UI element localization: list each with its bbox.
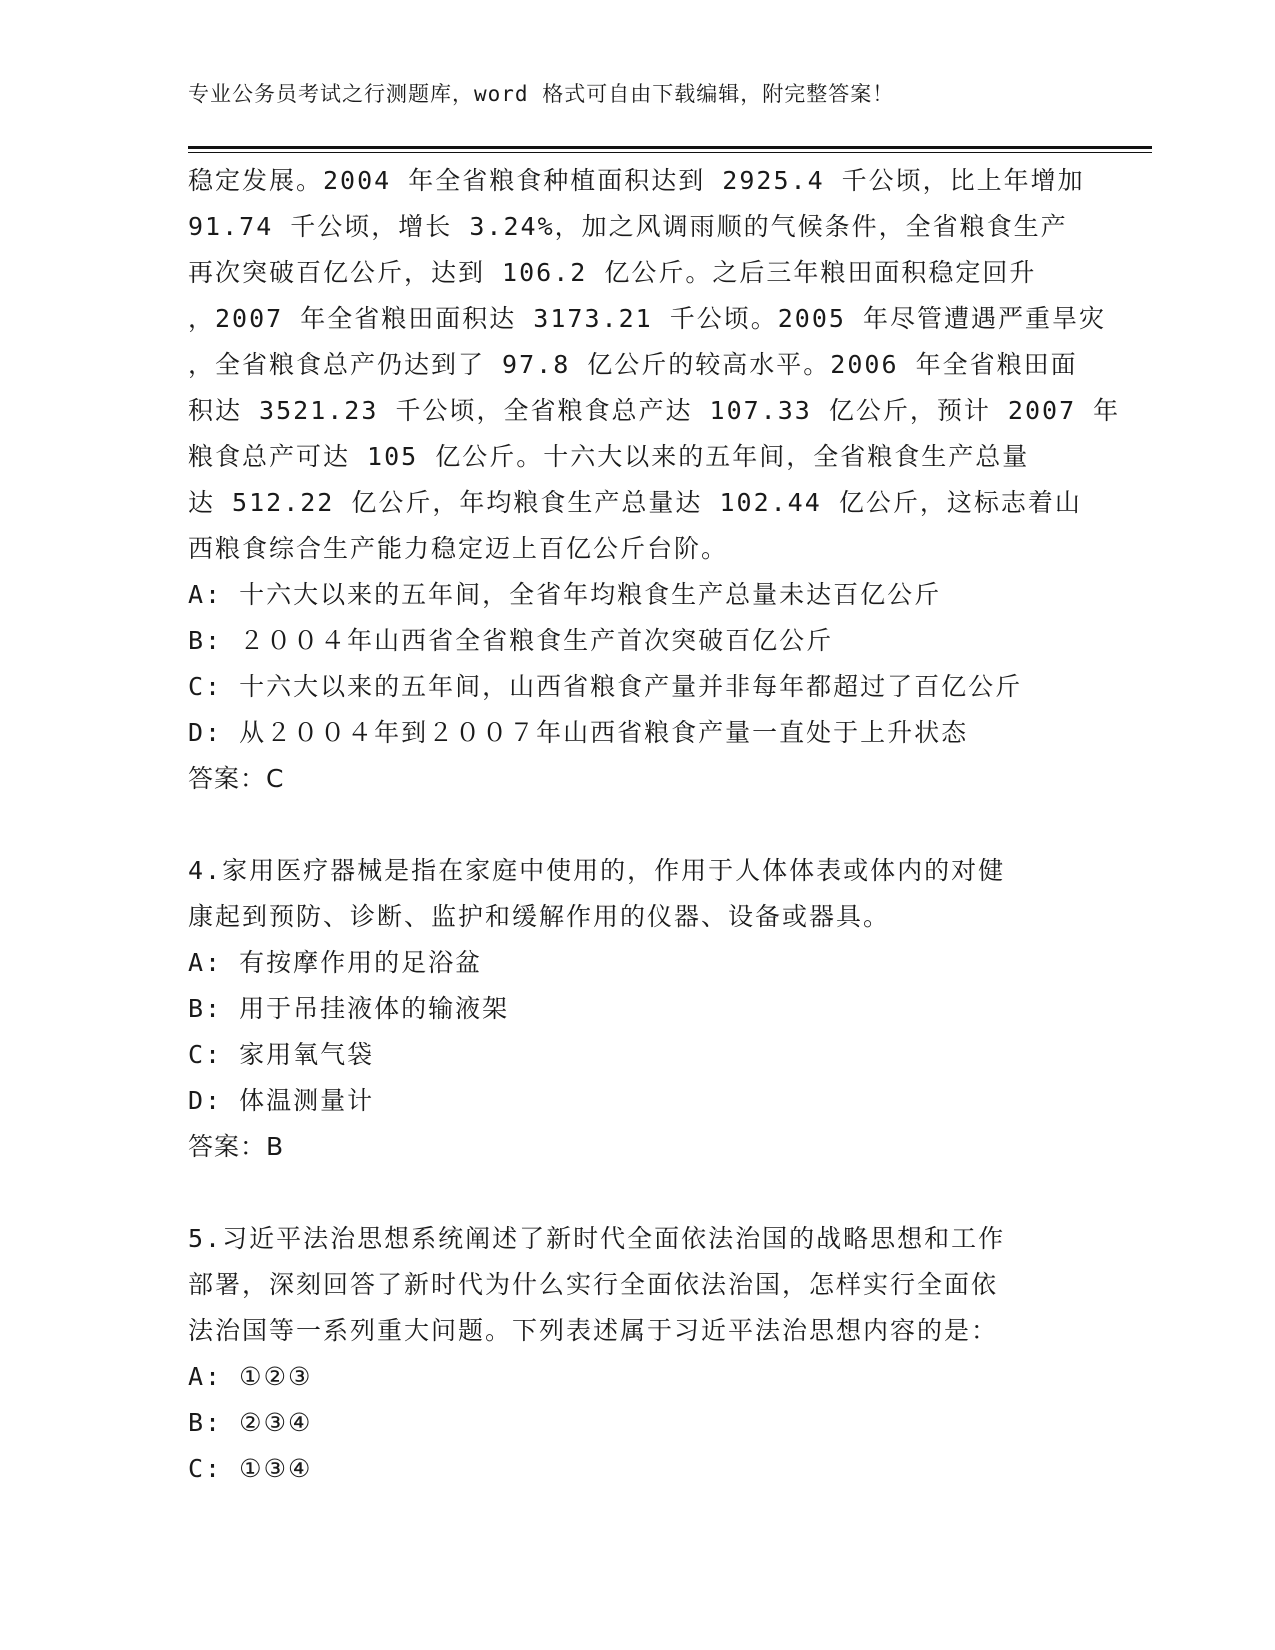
document-body	[188, 158, 1121, 1492]
passage-line: 稳定发展。2004 年全省粮食种植面积达到 2925.4 千公顷，比上年增加	[188, 166, 1085, 195]
stem-line: 4.家用医疗器械是指在家庭中使用的，作用于人体体表或体内的对健	[188, 856, 1006, 885]
option-d: D: 体温测量计	[188, 1086, 375, 1115]
question-4-stem	[188, 848, 1098, 940]
option-c: C: 家用氧气袋	[188, 1040, 375, 1069]
stem-line: 法治国等一系列重大问题。下列表述属于习近平法治思想内容的是：	[188, 1316, 999, 1345]
question-5-stem	[188, 1216, 1098, 1354]
passage-line: ，2007 年全省粮田面积达 3173.21 千公顷。2005 年尽管遭遇严重旱灾	[188, 304, 1106, 333]
option-b: B: 用于吊挂液体的输液架	[188, 994, 510, 1023]
question-3-passage	[188, 158, 1121, 572]
passage-line: 达 512.22 亿公斤，年均粮食生产总量达 102.44 亿公斤，这标志着山	[188, 488, 1082, 517]
option-d: D: 从２００４年到２００７年山西省粮食产量一直处于上升状态	[188, 718, 969, 747]
question-3-answer: 答案：C	[188, 764, 285, 793]
option-a: A: ①②③	[188, 1362, 313, 1391]
passage-line: ，全省粮食总产仍达到了 97.8 亿公斤的较高水平。2006 年全省粮田面	[188, 350, 1078, 379]
stem-line: 康起到预防、诊断、监护和缓解作用的仪器、设备或器具。	[188, 902, 891, 931]
header-rule	[188, 146, 1152, 149]
passage-line: 粮食总产可达 105 亿公斤。十六大以来的五年间，全省粮食生产总量	[188, 442, 1030, 471]
stem-line: 5.习近平法治思想系统阐述了新时代全面依法治国的战略思想和工作	[188, 1224, 1006, 1253]
question-4-answer: 答案：B	[188, 1132, 285, 1161]
passage-line: 西粮食综合生产能力稳定迈上百亿公斤台阶。	[188, 534, 729, 563]
option-b: B: ２００４年山西省全省粮食生产首次突破百亿公斤	[188, 626, 834, 655]
passage-line: 91.74 千公顷，增长 3.24%，加之风调雨顺的气候条件，全省粮食生产	[188, 212, 1068, 241]
spacer	[188, 802, 1098, 848]
question-3-options	[188, 572, 1098, 756]
spacer	[188, 1170, 1098, 1216]
header-rule-thin	[188, 152, 1152, 153]
option-c: C: ①③④	[188, 1454, 313, 1483]
option-b: B: ②③④	[188, 1408, 313, 1437]
passage-line: 积达 3521.23 千公顷，全省粮食总产达 107.33 亿公斤，预计 2007 年	[188, 396, 1121, 425]
option-c: C: 十六大以来的五年间，山西省粮食产量并非每年都超过了百亿公斤	[188, 672, 1023, 701]
option-a: A: 有按摩作用的足浴盆	[188, 948, 483, 977]
question-5-options	[188, 1354, 1098, 1492]
stem-line: 部署，深刻回答了新时代为什么实行全面依法治国，怎样实行全面依	[188, 1270, 999, 1299]
page-header: 专业公务员考试之行测题库，word 格式可自由下载编辑，附完整答案！	[188, 82, 895, 106]
option-a: A: 十六大以来的五年间，全省年均粮食生产总量未达百亿公斤	[188, 580, 942, 609]
question-4-options	[188, 940, 1098, 1124]
passage-line: 再次突破百亿公斤，达到 106.2 亿公斤。之后三年粮田面积稳定回升	[188, 258, 1037, 287]
